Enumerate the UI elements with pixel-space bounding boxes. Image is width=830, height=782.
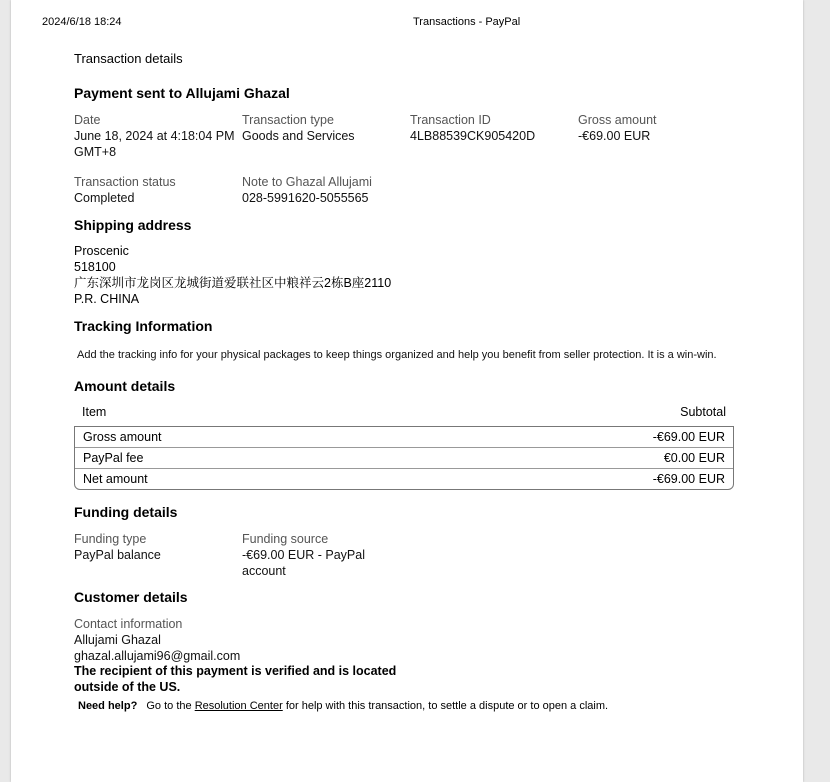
amount-heading: Amount details	[74, 378, 176, 394]
type-block	[242, 112, 407, 144]
funding-source-value: -€69.00 EUR - PayPal account	[242, 548, 365, 578]
verified-note: The recipient of this payment is verified and is located outside of the US.	[74, 664, 397, 694]
funding-type-label: Funding type	[74, 532, 147, 546]
table-row	[75, 427, 733, 447]
amount-table	[74, 426, 734, 490]
help-line	[78, 700, 608, 712]
print-title: Transactions - PayPal	[413, 16, 521, 28]
address-line: P.R. CHINA	[74, 292, 140, 306]
table-row	[75, 447, 733, 468]
funding-type-block	[74, 531, 239, 563]
document-page	[11, 0, 803, 782]
funding-source-block	[242, 531, 382, 579]
row-name: Net amount	[83, 472, 148, 486]
page-title: Transaction details	[74, 51, 183, 66]
funding-type-value: PayPal balance	[74, 548, 161, 562]
row-value: -€69.00 EUR	[652, 472, 725, 486]
address-line: Proscenic	[74, 244, 129, 258]
table-row	[75, 468, 733, 489]
shipping-address	[74, 243, 391, 307]
help-suffix: for help with this transaction, to settle a dispute or to open a claim.	[285, 700, 609, 712]
help-prefix: Go to the	[146, 700, 192, 712]
payment-heading: Payment sent to Allujami Ghazal	[74, 85, 290, 101]
date-label: Date	[74, 113, 101, 127]
shipping-heading: Shipping address	[74, 217, 192, 233]
contact-block	[74, 616, 374, 664]
customer-name: Allujami Ghazal	[74, 633, 161, 647]
tracking-text: Add the tracking info for your physical packages to keep things organized and help you benefit from seller protection. It is a win-win.	[77, 349, 717, 361]
print-datetime: 2024/6/18 18:24	[42, 16, 122, 28]
status-label: Transaction status	[74, 175, 176, 189]
transaction-id-label: Transaction ID	[410, 113, 491, 127]
gross-amount-value: -€69.00 EUR	[578, 129, 651, 143]
row-name: Gross amount	[83, 430, 162, 444]
help-label: Need help?	[78, 700, 138, 712]
row-value: -€69.00 EUR	[652, 430, 725, 444]
address-line: 广东深圳市龙岗区龙城街道爱联社区中粮祥云2栋B座2110	[74, 276, 392, 290]
note-value: 028-5991620-5055565	[242, 191, 369, 205]
subtotal-column-header: Subtotal	[680, 405, 726, 419]
customer-heading: Customer details	[74, 589, 188, 605]
gross-amount-label: Gross amount	[578, 113, 657, 127]
note-block	[242, 174, 407, 206]
address-line: 518100	[74, 260, 116, 274]
note-label: Note to Ghazal Allujami	[242, 175, 372, 189]
gross-block	[578, 112, 743, 144]
transaction-id-value: 4LB88539CK905420D	[410, 129, 536, 143]
status-value: Completed	[74, 191, 135, 205]
type-value: Goods and Services	[242, 129, 355, 143]
date-block	[74, 112, 239, 160]
date-value: June 18, 2024 at 4:18:04 PM GMT+8	[74, 129, 235, 159]
tracking-heading: Tracking Information	[74, 318, 213, 334]
customer-email: ghazal.allujami96@gmail.com	[74, 649, 241, 663]
row-value: €0.00 EUR	[663, 451, 725, 465]
type-label: Transaction type	[242, 113, 334, 127]
id-block	[410, 112, 575, 144]
item-column-header: Item	[82, 405, 107, 419]
resolution-center-link[interactable]: Resolution Center	[194, 700, 283, 712]
funding-heading: Funding details	[74, 504, 178, 520]
funding-source-label: Funding source	[242, 532, 329, 546]
contact-label: Contact information	[74, 617, 183, 631]
row-name: PayPal fee	[83, 451, 144, 465]
status-block	[74, 174, 239, 206]
